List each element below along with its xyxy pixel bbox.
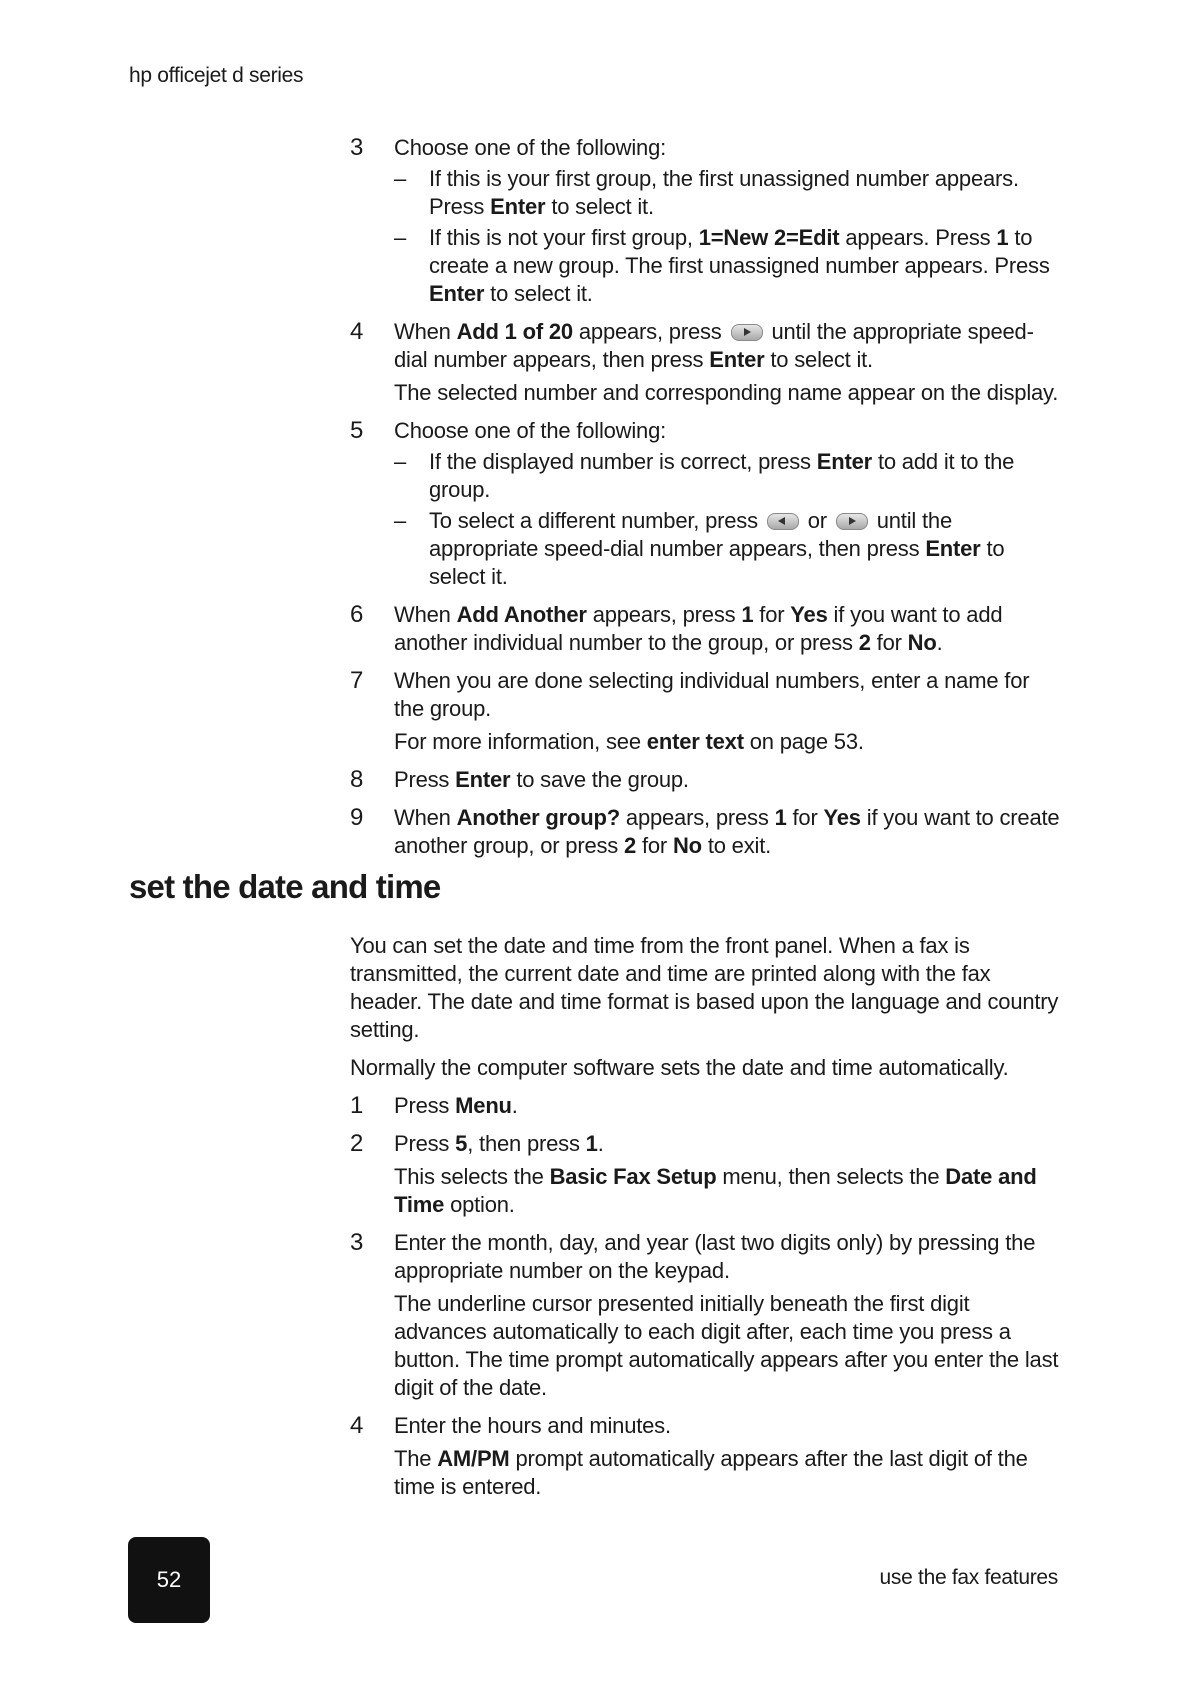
text-run: to select it. — [764, 347, 873, 372]
text-run: to select it. — [484, 281, 593, 306]
text-run: to save the group. — [510, 767, 689, 792]
section-heading: set the date and time — [129, 868, 441, 905]
intro-paragraph: You can set the date and time from the front panel. When a fax is transmitted, the current date and time are printed along with the fax header. The date and time format is based upon the language and country setting. — [350, 933, 1059, 1042]
text-run: , then press — [467, 1131, 586, 1156]
step-text — [394, 1130, 1062, 1158]
text-run: for — [636, 833, 673, 858]
step-note — [394, 1163, 1062, 1219]
text-run: When — [394, 602, 457, 627]
bold-term: enter text — [646, 729, 744, 754]
bold-term: AM/PM — [437, 1446, 510, 1471]
step-number: 5 — [350, 417, 364, 444]
numbered-step — [350, 417, 1062, 591]
text-run: to select it. — [429, 536, 1005, 589]
step-text: Choose one of the following: — [394, 418, 667, 443]
text-run: to select it. — [545, 194, 654, 219]
text-run: When — [394, 319, 457, 344]
bold-term: 1 — [996, 225, 1009, 250]
bold-term: Yes — [790, 602, 828, 627]
text-run: . — [597, 1131, 604, 1156]
dash-bullet: – — [394, 166, 407, 191]
bold-term: Add Another — [456, 602, 587, 627]
numbered-step — [350, 667, 1062, 756]
text-run: To select a different number, press — [429, 508, 764, 533]
step-note — [394, 379, 1062, 407]
bold-term: 2 — [624, 833, 637, 858]
step-number: 4 — [350, 1412, 364, 1439]
text-run: until the appropriate speed-dial number appears, then press — [394, 319, 1034, 372]
bold-term: Menu — [455, 1093, 512, 1118]
page-number-box — [128, 1537, 210, 1623]
bold-term: Enter — [816, 449, 873, 474]
step-note — [394, 1445, 1062, 1501]
text-run: for — [870, 630, 908, 655]
step-number: 4 — [350, 318, 364, 345]
sub-item — [394, 165, 1062, 221]
numbered-step — [350, 601, 1062, 657]
text-run: option. — [444, 1192, 515, 1217]
text-run: appears, press — [620, 805, 775, 830]
step-number: 8 — [350, 766, 364, 793]
intro-paragraph-2: Normally the computer software sets the date and time automatically. — [350, 1055, 1009, 1080]
text-run: When — [394, 805, 457, 830]
text-run: to exit. — [701, 833, 772, 858]
numbered-step — [350, 1092, 1062, 1120]
step-number: 9 — [350, 804, 364, 831]
text-run: for — [786, 805, 824, 830]
step-number: 1 — [350, 1092, 364, 1119]
left-arrow-button-icon — [767, 513, 799, 530]
bold-term: 1=New 2=Edit — [698, 225, 840, 250]
sub-item-text — [429, 165, 1062, 221]
numbered-step — [350, 766, 1062, 794]
text-run: The — [394, 1446, 438, 1471]
sub-item-text — [429, 224, 1062, 308]
text-run: Enter the month, day, and year (last two digits only) by pressing the appropriate number on the keypad. — [394, 1230, 1036, 1283]
bold-term: Another group? — [456, 805, 620, 830]
text-run: appears. Press — [839, 225, 997, 250]
sub-item — [394, 448, 1062, 504]
numbered-step — [350, 1412, 1062, 1501]
step-note — [394, 1290, 1062, 1402]
sub-item-text — [429, 448, 1062, 504]
dash-bullet: – — [394, 508, 407, 533]
text-run: until the appropriate speed-dial number appears, then press — [429, 508, 952, 561]
step-text — [394, 601, 1062, 657]
text-run: if you want to add another individual number to the group, or press — [394, 602, 1003, 655]
text-run: or — [801, 508, 833, 533]
numbered-step — [350, 134, 1062, 308]
step-text — [394, 804, 1062, 860]
text-run: Press — [394, 1093, 456, 1118]
step-text — [394, 1229, 1062, 1285]
step-text — [394, 766, 1062, 794]
bold-term: 1 — [585, 1131, 598, 1156]
text-run: to create a new group. The first unassigned number appears. Press — [429, 225, 1050, 278]
sub-item-text — [429, 507, 1062, 591]
step-number: 3 — [350, 134, 364, 161]
text-run: The selected number and corresponding name appear on the display. — [394, 380, 1059, 405]
bold-term: Enter — [455, 767, 511, 792]
date-time-steps-list — [350, 1092, 1062, 1501]
bold-term: No — [907, 630, 937, 655]
group-steps-list — [350, 134, 1062, 870]
step-text: Choose one of the following: — [394, 135, 667, 160]
numbered-step — [350, 1229, 1062, 1402]
text-run: If this is not your first group, — [429, 225, 699, 250]
text-run: If this is your first group, the first unassigned number appears. Press — [429, 166, 1019, 219]
text-run: When you are done selecting individual numbers, enter a name for the group. — [394, 668, 1030, 721]
text-run: on page 53. — [743, 729, 864, 754]
text-run: prompt automatically appears after the last digit of the time is entered. — [394, 1446, 1028, 1499]
dash-bullet: – — [394, 225, 407, 250]
step-number: 7 — [350, 667, 364, 694]
bold-term: Enter — [925, 536, 981, 561]
bold-term: No — [672, 833, 702, 858]
bold-term: Enter — [490, 194, 546, 219]
text-run: if you want to create another group, or press — [394, 805, 1060, 858]
text-run: menu, then selects the — [716, 1164, 946, 1189]
bold-term: Enter — [429, 281, 485, 306]
numbered-step — [350, 804, 1062, 860]
date-time-section — [350, 932, 1062, 1511]
text-run: For more information, see — [394, 729, 647, 754]
text-run: Press — [394, 767, 456, 792]
dash-bullet: – — [394, 449, 407, 474]
numbered-step — [350, 318, 1062, 407]
bold-term: Add 1 of 20 — [456, 319, 573, 344]
bold-term: Enter — [709, 347, 765, 372]
step-number: 2 — [350, 1130, 364, 1157]
text-run: Enter the hours and minutes. — [394, 1413, 671, 1438]
bold-term: Yes — [823, 805, 861, 830]
bold-term: Basic Fax Setup — [549, 1164, 717, 1189]
text-run: to add it to the group. — [429, 449, 1015, 502]
bold-term: Date and Time — [394, 1164, 1037, 1217]
text-run: appears, press — [572, 319, 728, 344]
step-text — [394, 667, 1062, 723]
numbered-step — [350, 1130, 1062, 1219]
step-number: 6 — [350, 601, 364, 628]
bold-term: 1 — [741, 602, 754, 627]
step-note — [394, 728, 1062, 756]
text-run: . — [936, 630, 943, 655]
text-run: appears, press — [586, 602, 742, 627]
text-run: Press — [394, 1131, 456, 1156]
right-arrow-button-icon — [731, 324, 763, 341]
right-arrow-button-icon — [836, 513, 868, 530]
step-text — [394, 1412, 1062, 1440]
running-header: hp officejet d series — [129, 64, 304, 87]
running-footer: use the fax features — [879, 1566, 1058, 1589]
bold-term: 2 — [858, 630, 871, 655]
bold-term: 5 — [455, 1131, 468, 1156]
text-run: This selects the — [394, 1164, 550, 1189]
text-run: for — [753, 602, 791, 627]
sub-item — [394, 507, 1062, 591]
step-number: 3 — [350, 1229, 364, 1256]
text-run: . — [511, 1093, 518, 1118]
step-text — [394, 318, 1062, 374]
text-run: If the displayed number is correct, press — [429, 449, 817, 474]
page-number: 52 — [156, 1567, 182, 1592]
bold-term: 1 — [774, 805, 787, 830]
sub-item — [394, 224, 1062, 308]
step-text — [394, 1092, 1062, 1120]
text-run: The underline cursor presented initially beneath the first digit advances automatically to each digit after, each time you press a button. The time prompt automatically appears after you enter the last digit of the date. — [394, 1291, 1059, 1400]
